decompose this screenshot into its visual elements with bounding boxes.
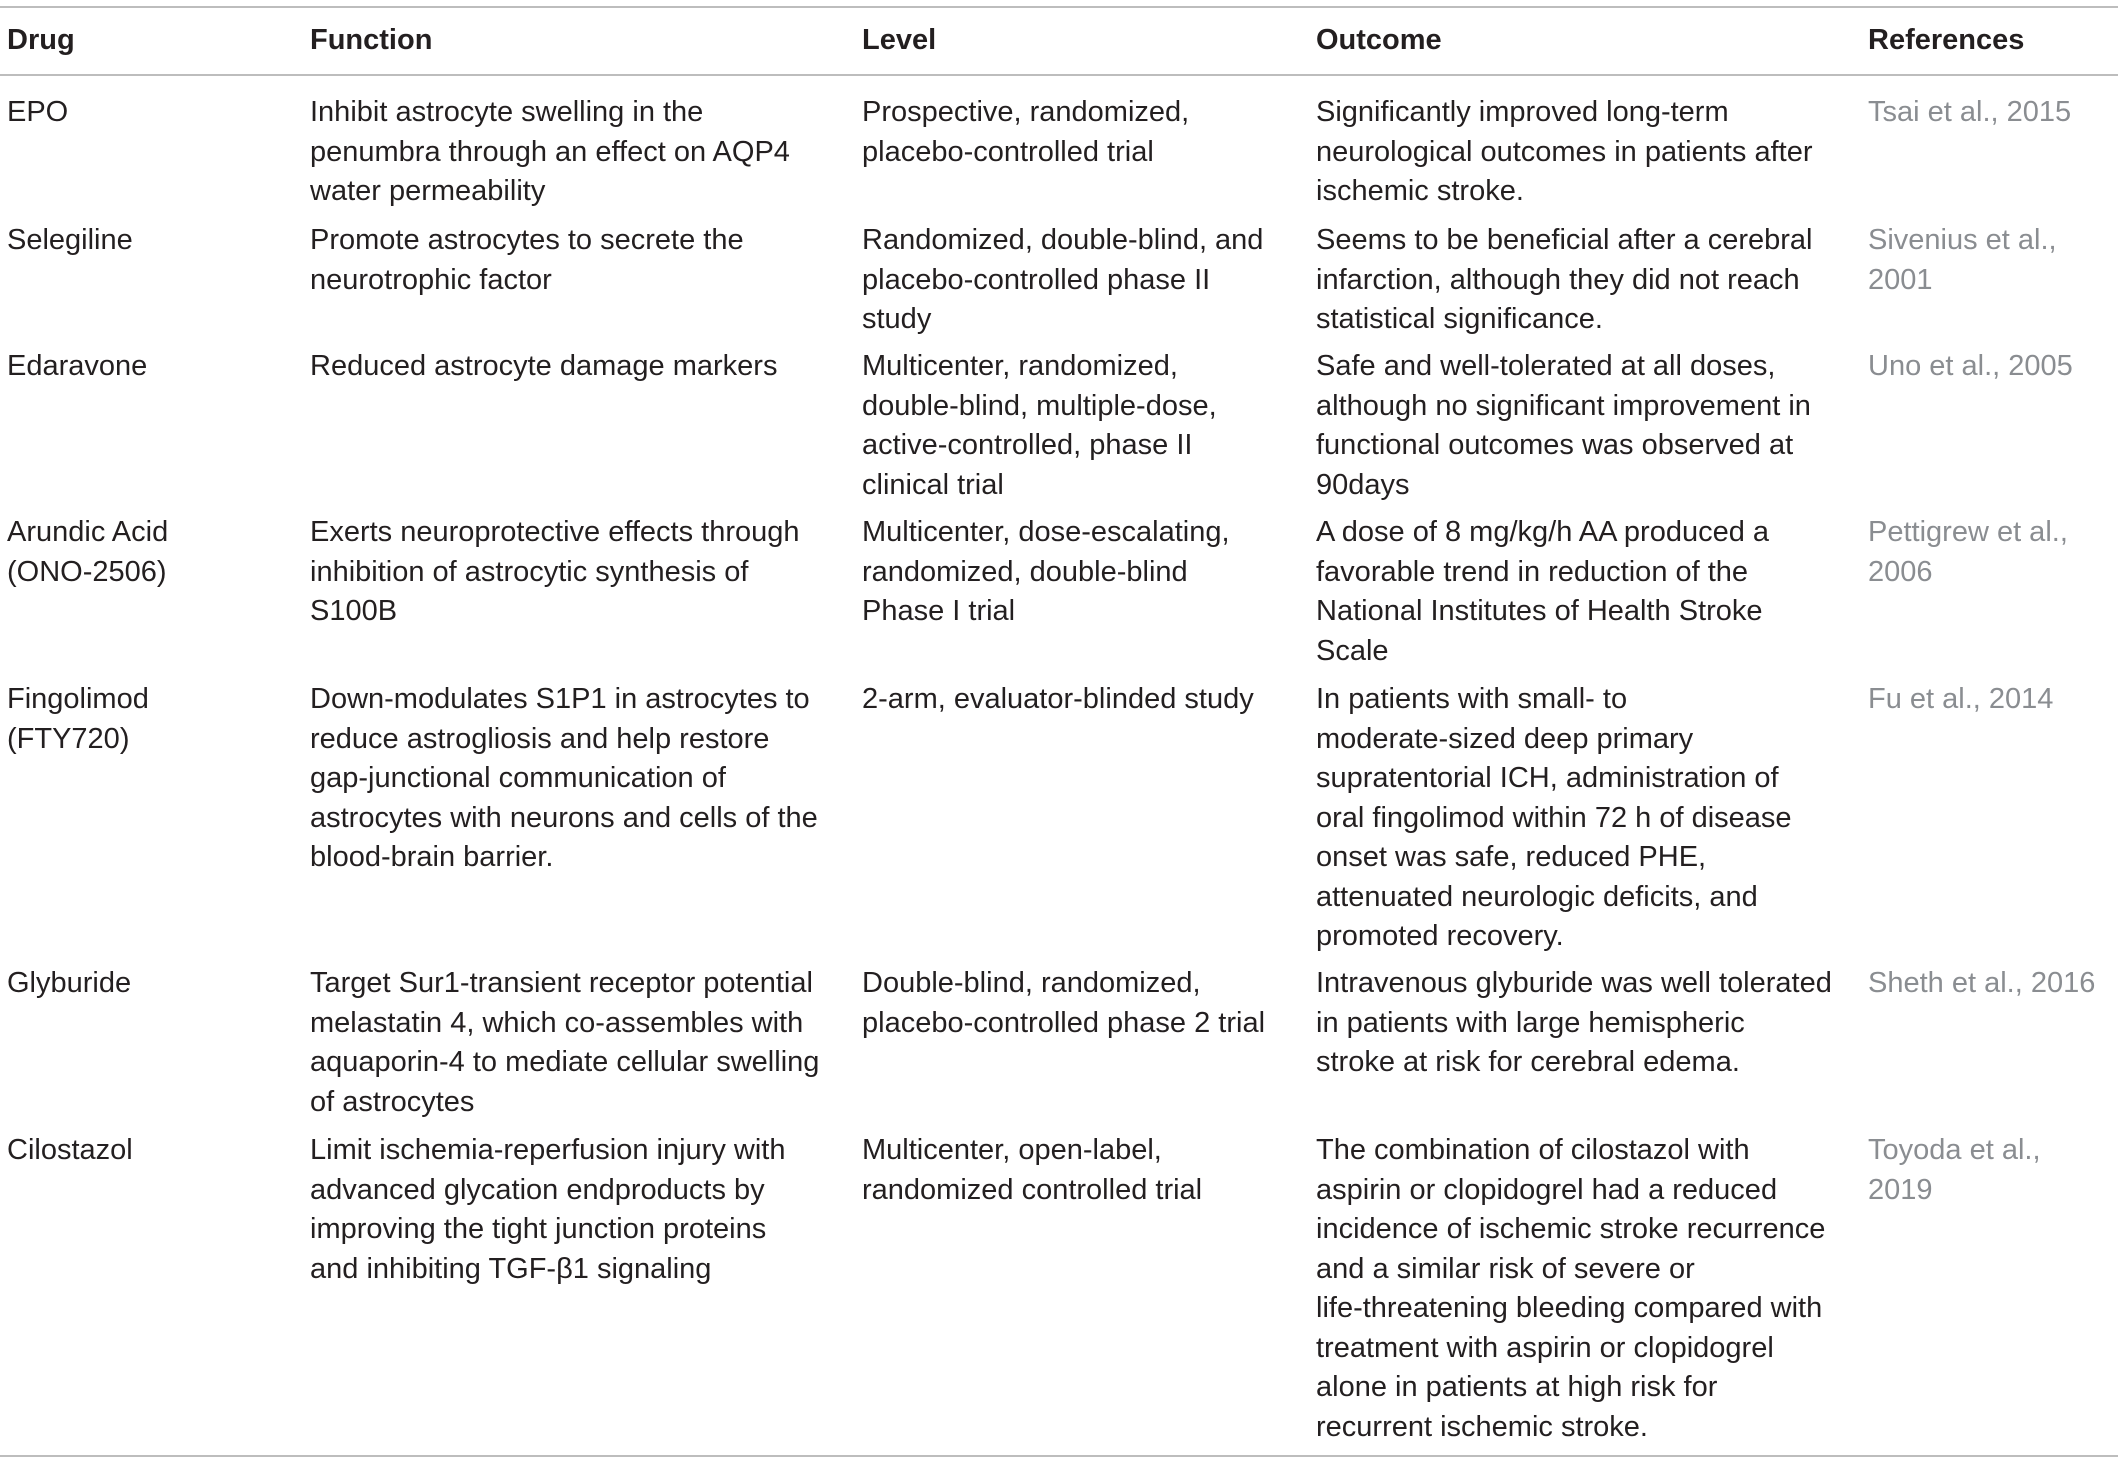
cell-drug: EPO: [7, 96, 69, 128]
cell-reference: Sheth et al., 2016: [1868, 967, 2096, 999]
table-header-rule: [0, 74, 2118, 76]
cell-level: Prospective, randomized, placebo-controlled trial: [862, 96, 1190, 168]
cell-function: Promote astrocytes to secrete the neurotrophic factor: [310, 224, 744, 296]
cell-outcome: A dose of 8 mg/kg/h AA produced a favorable trend in reduction of the National Institutes of Health Stroke Scale: [1316, 516, 1770, 667]
cell-drug: Glyburide: [7, 967, 132, 999]
header-level: Level: [862, 24, 937, 56]
cell-reference: Pettigrew et al., 2006: [1868, 516, 2068, 588]
cell-outcome: Safe and well-tolerated at all doses, although no significant improvement in functional outcomes was observed at 90days: [1316, 350, 1811, 501]
cell-reference: Sivenius et al., 2001: [1868, 224, 2057, 296]
cell-outcome: Seems to be beneficial after a cerebral infarction, although they did not reach statistical significance.: [1316, 224, 1813, 335]
cell-outcome: In patients with small- to moderate-sized deep primary supratentorial ICH, administration of oral fingolimod within 72 h of disease onset was safe, reduced PHE, attenuated neurologic deficits, and promoted recovery.: [1316, 683, 1792, 952]
cell-level: Double-blind, randomized, placebo-controlled phase 2 trial: [862, 967, 1266, 1039]
cell-level: Multicenter, randomized, double-blind, multiple-dose, active-controlled, phase II clinical trial: [862, 350, 1217, 501]
cell-level: 2-arm, evaluator-blinded study: [862, 683, 1254, 715]
header-drug: Drug: [7, 24, 75, 56]
cell-drug: Edaravone: [7, 350, 148, 382]
cell-drug: Cilostazol: [7, 1134, 133, 1166]
header-references: References: [1868, 24, 2025, 56]
cell-level: Randomized, double-blind, and placebo-controlled phase II study: [862, 224, 1264, 335]
cell-reference: Toyoda et al., 2019: [1868, 1134, 2041, 1206]
cell-outcome: Significantly improved long-term neurological outcomes in patients after ischemic stroke.: [1316, 96, 1813, 207]
cell-drug: Selegiline: [7, 224, 133, 256]
cell-function: Exerts neuroprotective effects through inhibition of astrocytic synthesis of S100B: [310, 516, 800, 627]
cell-drug: Fingolimod (FTY720): [7, 683, 149, 755]
header-function: Function: [310, 24, 433, 56]
cell-function: Inhibit astrocyte swelling in the penumbra through an effect on AQP4 water permeability: [310, 96, 790, 207]
table-header-row: [0, 0, 2118, 74]
cell-function: Target Sur1-transient receptor potential melastatin 4, which co-assembles with aquaporin-4 to mediate cellular swelling of astrocytes: [310, 967, 820, 1118]
cell-function: Down-modulates S1P1 in astrocytes to reduce astrogliosis and help restore gap-junctional communication of astrocytes with neurons and cells of the blood-brain barrier.: [310, 683, 818, 873]
cell-outcome: The combination of cilostazol with aspirin or clopidogrel had a reduced incidence of ischemic stroke recurrence and a similar risk of severe or life-threatening bleeding compared with treatment with aspirin or clopidogrel alone in patients at high risk for recurrent ischemic stroke.: [1316, 1134, 1826, 1443]
cell-reference: Uno et al., 2005: [1868, 350, 2073, 382]
cell-reference: Tsai et al., 2015: [1868, 96, 2072, 128]
cell-function: Reduced astrocyte damage markers: [310, 350, 778, 382]
cell-function: Limit ischemia-reperfusion injury with advanced glycation endproducts by improving the tight junction proteins and inhibiting TGF-β1 signaling: [310, 1134, 786, 1285]
table-bottom-rule: [0, 1455, 2118, 1457]
cell-level: Multicenter, dose-escalating, randomized, double-blind Phase I trial: [862, 516, 1230, 627]
cell-outcome: Intravenous glyburide was well tolerated in patients with large hemispheric stroke at risk for cerebral edema.: [1316, 967, 1832, 1078]
cell-drug: Arundic Acid (ONO-2506): [7, 516, 169, 588]
header-outcome: Outcome: [1316, 24, 1442, 56]
cell-level: Multicenter, open-label, randomized controlled trial: [862, 1134, 1203, 1206]
cell-reference: Fu et al., 2014: [1868, 683, 2054, 715]
